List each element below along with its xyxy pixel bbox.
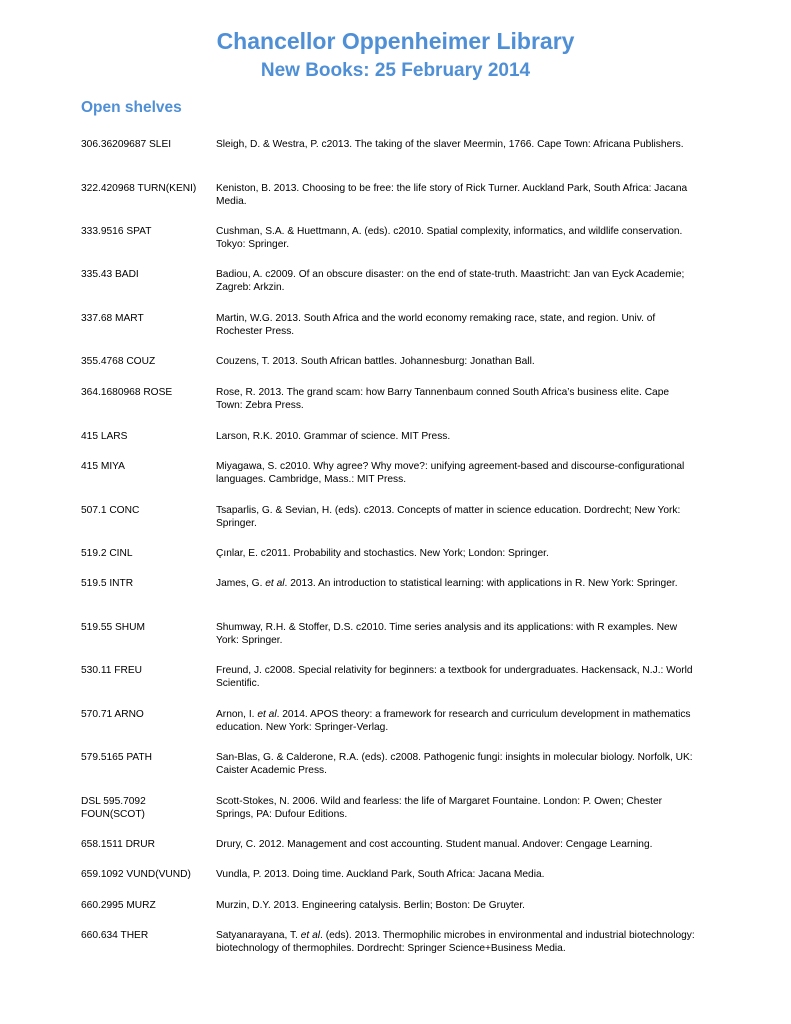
citation: Sleigh, D. & Westra, P. c2013. The taking of the slaver Meermin, 1766. Cape Town: Africana Publishers. — [216, 139, 684, 150]
page-subtitle: New Books: 25 February 2014 — [260, 60, 531, 81]
call-number: 659.1092 VUND(VUND) — [81, 869, 191, 880]
citation — [216, 708, 696, 734]
call-number: 579.5165 PATH — [81, 752, 152, 763]
citation: Çınlar, E. c2011. Probability and stochastics. New York; London: Springer. — [216, 548, 549, 559]
citation-text: . (eds). 2013. Thermophilic microbes in environmental and industrial biotechnology: biotechnology of thermophiles. Dordrecht: Springer Science+Business Media. — [216, 930, 695, 954]
citation-italic: et al — [257, 709, 277, 720]
call-number: 322.420968 TURN(KENI) — [81, 183, 197, 194]
citation: Miyagawa, S. c2010. Why agree? Why move?: unifying agreement-based and discourse-configurational languages. Cambridge, Mass.: MIT Press. — [216, 461, 685, 485]
citation: Keniston, B. 2013. Choosing to be free: the life story of Rick Turner. Auckland Park, South Africa: Jacana Media. — [216, 183, 688, 207]
citation-italic: et al — [300, 930, 321, 941]
citation: Couzens, T. 2013. South African battles. Johannesburg: Jonathan Ball. — [216, 356, 535, 367]
call-number: DSL 595.7092 FOUN(SCOT) — [81, 796, 146, 820]
citation-text: Satyanarayana, T. — [216, 930, 301, 941]
call-number: 355.4768 COUZ — [81, 356, 156, 367]
citation-text: James, G. — [216, 578, 266, 589]
call-number: 335.43 BADI — [81, 269, 139, 280]
call-number: 333.9516 SPAT — [81, 226, 152, 237]
citation-text: Arnon, I. — [216, 709, 258, 720]
citation: Murzin, D.Y. 2013. Engineering catalysis. Berlin; Boston: De Gruyter. — [216, 900, 525, 911]
citation: Badiou, A. c2009. Of an obscure disaster: on the end of state-truth. Maastricht: Jan van Eyck Academie; Zagreb: Arkzin. — [216, 269, 685, 293]
citation: Rose, R. 2013. The grand scam: how Barry Tannenbaum conned South Africa’s business elite. Cape Town: Zebra Press. — [216, 387, 670, 411]
citation: Cushman, S.A. & Huettmann, A. (eds). c2010. Spatial complexity, informatics, and wildlife conservation. Tokyo: Springer. — [216, 226, 683, 250]
section-heading: Open shelves — [81, 99, 182, 116]
citation: Martin, W.G. 2013. South Africa and the world economy remaking race, state, and region. Univ. of Rochester Press. — [216, 313, 656, 337]
citation-text: . 2014. APOS theory: a framework for research and curriculum development in mathematics education. New York: Springer-Verlag. — [216, 709, 691, 733]
call-number: 660.2995 MURZ — [81, 900, 156, 911]
citation: Larson, R.K. 2010. Grammar of science. MIT Press. — [216, 431, 451, 442]
citation — [216, 577, 696, 590]
call-number: 519.2 CINL — [81, 548, 133, 559]
citation: Vundla, P. 2013. Doing time. Auckland Park, South Africa: Jacana Media. — [216, 869, 545, 880]
call-number: 519.55 SHUM — [81, 622, 145, 633]
call-number: 660.634 THER — [81, 930, 149, 941]
citation: Shumway, R.H. & Stoffer, D.S. c2010. Time series analysis and its applications: with R examples. New York: Springer. — [216, 622, 678, 646]
citation: San-Blas, G. & Calderone, R.A. (eds). c2008. Pathogenic fungi: insights in molecular biology. Norfolk, UK: Caister Academic Press. — [216, 752, 693, 776]
call-number: 530.11 FREU — [81, 665, 142, 676]
call-number: 364.1680968 ROSE — [81, 387, 173, 398]
call-number: 507.1 CONC — [81, 505, 140, 516]
call-number: 415 MIYA — [81, 461, 125, 472]
page-title: Chancellor Oppenheimer Library — [216, 28, 575, 54]
citation-italic: et al — [265, 578, 285, 589]
citation: Drury, C. 2012. Management and cost accounting. Student manual. Andover: Cengage Learning. — [216, 839, 653, 850]
call-number: 519.5 INTR — [81, 578, 134, 589]
citation: Tsaparlis, G. & Sevian, H. (eds). c2013. Concepts of matter in science education. Dordrecht; New York: Springer. — [216, 505, 681, 529]
call-number: 306.36209687 SLEI — [81, 139, 172, 150]
citation: Freund, J. c2008. Special relativity for beginners: a textbook for undergraduates. Hackensack, N.J.: World Scientific. — [216, 665, 693, 689]
call-number: 658.1511 DRUR — [81, 839, 155, 850]
citation: Scott-Stokes, N. 2006. Wild and fearless: the life of Margaret Fountaine. London: P. Owen; Chester Springs, PA: Dufour Editions. — [216, 796, 663, 820]
citation — [216, 929, 696, 955]
call-number: 337.68 MART — [81, 313, 144, 324]
call-number: 415 LARS — [81, 431, 128, 442]
call-number: 570.71 ARNO — [81, 709, 144, 720]
citation-text: . 2013. An introduction to statistical learning: with applications in R. New York: Springer. — [284, 578, 678, 589]
